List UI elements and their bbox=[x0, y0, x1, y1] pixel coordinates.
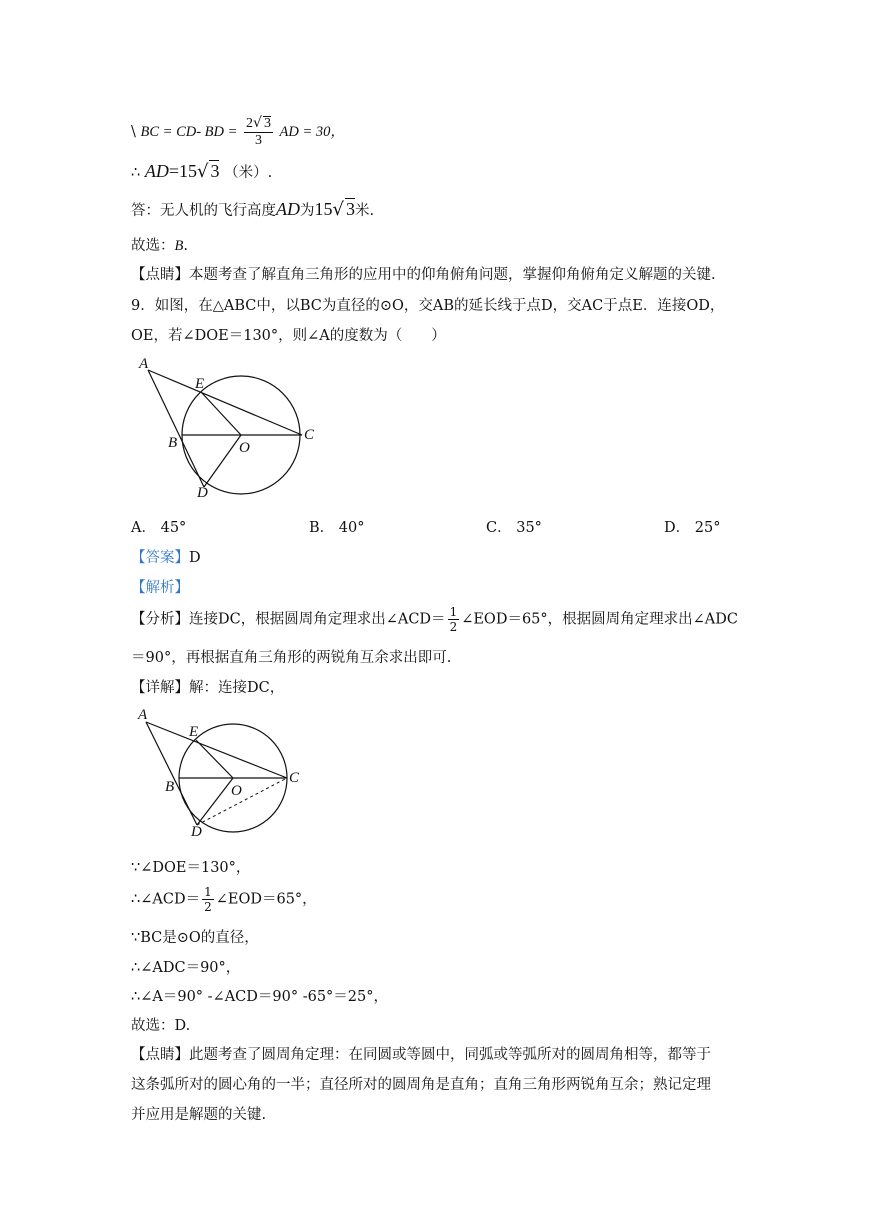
backslash-prefix: \ bbox=[131, 124, 141, 140]
eq-15: =15 bbox=[168, 161, 197, 181]
step-2 bbox=[131, 886, 317, 913]
equation-line-bc bbox=[131, 116, 345, 148]
dianjing-line-1: 【点睛】此题考查了圆周角定理：在同圆或等圆中，同弧或等弧所对的圆周角相等，都等于 bbox=[131, 1047, 711, 1063]
label-o: O bbox=[239, 440, 250, 456]
label-b: B bbox=[168, 435, 178, 451]
step-2-text-a: ∴∠ACD＝ bbox=[131, 891, 201, 908]
segment-ac bbox=[146, 722, 287, 778]
num-15: 15 bbox=[314, 199, 333, 219]
answer-line bbox=[131, 546, 201, 567]
step-6: 故选：D. bbox=[131, 1018, 191, 1034]
frac-den: 2 bbox=[449, 620, 458, 634]
frac-num: 1 bbox=[449, 605, 458, 619]
rad-3: 3 bbox=[345, 199, 355, 219]
answer-value: D bbox=[189, 550, 201, 566]
label-e: E bbox=[189, 724, 199, 740]
choice-end: . bbox=[183, 238, 188, 254]
var-ad: AD bbox=[276, 199, 300, 219]
equation-line-ad: ∴ AD=15√ 3 （米）. bbox=[131, 161, 273, 182]
choice-line bbox=[131, 234, 188, 255]
step-3: ∵BC是⊙O的直径， bbox=[131, 930, 259, 946]
equation-ad-30: AD = 30， bbox=[279, 124, 345, 140]
label-o: O bbox=[231, 783, 242, 799]
frac-num-coef: 2 bbox=[246, 116, 254, 131]
geometry-figure-2 bbox=[130, 704, 340, 844]
label-c: C bbox=[304, 427, 315, 443]
question-9-line-2: OE，若∠DOE＝130°，则∠A的度数为（ ） bbox=[131, 328, 446, 344]
label-a: A bbox=[139, 356, 149, 372]
option-d-value: 25° bbox=[694, 520, 721, 536]
segment-dc-dashed bbox=[197, 778, 287, 825]
option-c-value: 35° bbox=[516, 520, 542, 536]
fraction-one-half bbox=[448, 606, 460, 633]
option-d[interactable] bbox=[664, 516, 720, 537]
label-e: E bbox=[195, 376, 205, 392]
review-note: 【点睛】本题考查了解直角三角形的应用中的仰角俯角问题，掌握仰角俯角定义解题的关键. bbox=[131, 267, 716, 283]
choice-label: 故选： bbox=[131, 238, 175, 254]
segment-ac bbox=[148, 370, 302, 435]
option-c[interactable] bbox=[486, 516, 542, 537]
segment-eo bbox=[202, 393, 241, 435]
equation-bc-lhs: BC = CD- BD = bbox=[140, 124, 238, 140]
answer-tag: 【答案】 bbox=[131, 550, 189, 566]
segment-od bbox=[197, 778, 233, 825]
fenxi-line-2: ＝90°，再根据直角三角形的两锐角互余求出即可. bbox=[131, 650, 452, 666]
step-4: ∴∠ADC＝90°， bbox=[131, 960, 241, 976]
frac-den: 2 bbox=[204, 900, 212, 914]
option-b-value: 40° bbox=[338, 520, 365, 536]
label-b: B bbox=[165, 779, 175, 795]
dianjing-line-2: 这条弧所对的圆心角的一半；直径所对的圆周角是直角；直角三角形两锐角互余；熟记定理 bbox=[131, 1077, 711, 1093]
choice-value: B bbox=[174, 238, 184, 254]
option-a-letter: A． bbox=[131, 520, 156, 536]
label-c: C bbox=[289, 770, 300, 786]
option-d-letter: D． bbox=[664, 520, 691, 536]
step-1: ∵∠DOE＝130°， bbox=[131, 860, 251, 876]
segment-eo bbox=[196, 740, 233, 778]
fenxi-line-1 bbox=[131, 606, 738, 633]
option-a-value: 45° bbox=[160, 520, 187, 536]
segment-od bbox=[204, 435, 241, 487]
frac-num-rad: 3 bbox=[263, 116, 271, 131]
fraction-one-half bbox=[202, 886, 214, 913]
step-5: ∴∠A＝90° -∠ACD＝90° -65°＝25°， bbox=[131, 989, 389, 1005]
option-a[interactable] bbox=[131, 516, 186, 537]
label-d: D bbox=[197, 485, 208, 501]
question-9-line-1: 9．如图，在△ABC中，以BC为直径的⊙O，交AB的延长线于点D，交AC于点E．连接OD， bbox=[131, 298, 725, 314]
geometry-figure-1 bbox=[130, 350, 340, 505]
fenxi-text-b: ∠EOD＝65°，根据圆周角定理求出∠ADC bbox=[461, 611, 738, 628]
fenxi-text-a: 【分析】连接DC，根据圆周角定理求出∠ACD＝ bbox=[131, 611, 446, 628]
therefore-symbol: ∴ bbox=[131, 165, 141, 181]
xiangjie-line: 【详解】解：连接DC， bbox=[131, 680, 285, 696]
frac-num: 1 bbox=[204, 885, 212, 899]
answer-statement: 答：无人机的飞行高度AD为15√ 3米. bbox=[131, 199, 375, 220]
answer-text-b: 为 bbox=[300, 203, 315, 219]
label-d: D bbox=[191, 824, 202, 840]
var-ad: AD bbox=[144, 161, 169, 181]
fraction-2sqrt3-over-3: $\frac{2√ 3}{3}$ bbox=[246, 115, 271, 148]
step-2-text-b: ∠EOD＝65°， bbox=[215, 891, 317, 908]
frac-den: 3 bbox=[254, 133, 262, 148]
option-b-letter: B． bbox=[309, 520, 335, 536]
label-a: A bbox=[138, 707, 148, 723]
answer-text-c: 米. bbox=[354, 203, 375, 219]
option-c-letter: C． bbox=[486, 520, 512, 536]
option-b[interactable] bbox=[309, 516, 364, 537]
unit-meter: （米）. bbox=[224, 165, 273, 181]
rad-3: 3 bbox=[210, 161, 220, 181]
dianjing-line-3: 并应用是解题的关键. bbox=[131, 1107, 267, 1123]
analysis-tag: 【解析】 bbox=[131, 580, 189, 596]
answer-text-a: 答：无人机的飞行高度 bbox=[131, 203, 276, 219]
